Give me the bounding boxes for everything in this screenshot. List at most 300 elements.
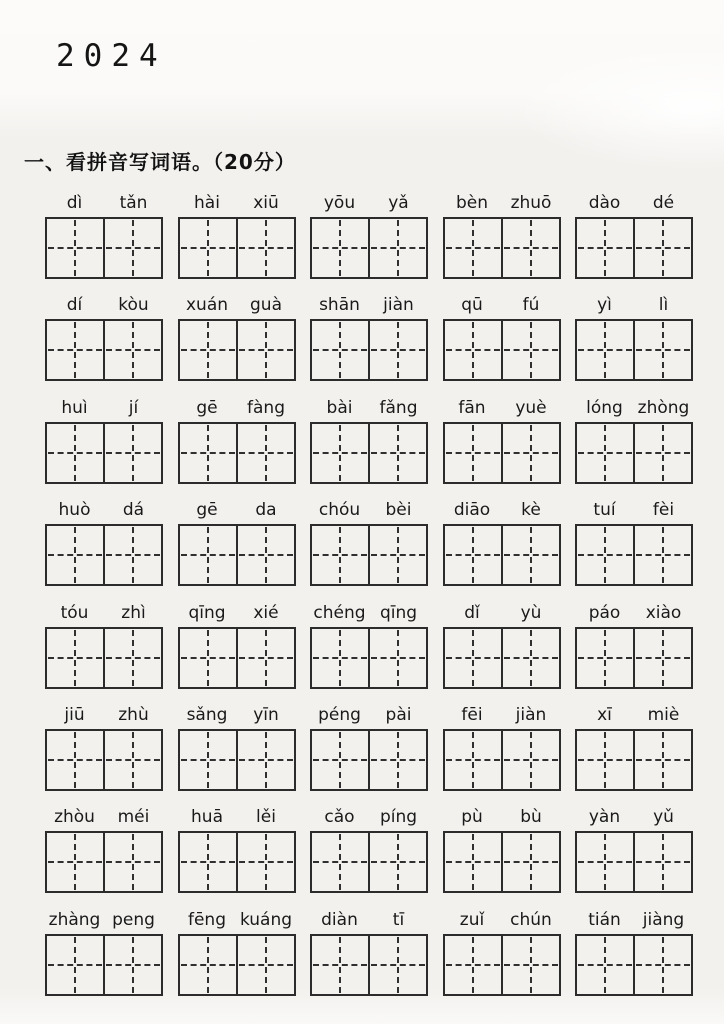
cell-center-horizontal-guide [446, 964, 500, 966]
writing-grid [575, 934, 693, 996]
cell-center-horizontal-guide [181, 554, 235, 556]
pinyin-syllable: zhì [121, 603, 146, 623]
cell-center-horizontal-guide [578, 349, 632, 351]
pinyin-syllable: xié [253, 603, 279, 623]
cell-center-horizontal-guide [578, 861, 632, 863]
cell-center-horizontal-guide [239, 452, 293, 454]
cell-center-horizontal-guide [181, 861, 235, 863]
writing-cell[interactable] [180, 629, 236, 687]
word-group [178, 602, 296, 689]
pinyin-syllable: fǎng [379, 398, 418, 418]
cell-center-horizontal-guide [636, 861, 690, 863]
cell-center-horizontal-guide [636, 964, 690, 966]
pinyin-syllable: diāo [453, 500, 491, 520]
pinyin-syllable: zhòu [54, 807, 95, 827]
cell-center-horizontal-guide [446, 452, 500, 454]
writing-grid [45, 524, 163, 586]
writing-grid [575, 422, 693, 484]
cell-center-horizontal-guide [181, 452, 235, 454]
cell-center-horizontal-guide [371, 861, 425, 863]
writing-cell[interactable] [180, 936, 236, 994]
writing-grid [443, 627, 561, 689]
writing-cell[interactable] [103, 526, 161, 584]
word-group [45, 704, 163, 791]
writing-cell[interactable] [236, 321, 294, 379]
pinyin-syllable: diàn [321, 910, 358, 930]
writing-cell[interactable] [103, 321, 161, 379]
cell-center-horizontal-guide [48, 861, 102, 863]
word-group [310, 499, 428, 586]
writing-grid [310, 934, 428, 996]
writing-cell[interactable] [312, 321, 368, 379]
writing-cell[interactable] [445, 321, 501, 379]
writing-cell[interactable] [577, 629, 633, 687]
pinyin-pair [178, 806, 296, 828]
cell-center-horizontal-guide [446, 861, 500, 863]
pinyin-syllable: gē [196, 500, 218, 520]
writing-cell[interactable] [633, 424, 691, 482]
pinyin-syllable: cǎo [324, 807, 355, 827]
word-group [443, 909, 561, 996]
pinyin-syllable: peng [112, 910, 155, 930]
pinyin-pair [575, 602, 693, 624]
word-group [178, 806, 296, 893]
pinyin-syllable: píng [379, 807, 418, 827]
writing-cell[interactable] [501, 526, 559, 584]
pinyin-pair [310, 602, 428, 624]
pinyin-syllable: qīng [379, 603, 418, 623]
word-group [575, 602, 693, 689]
cell-center-horizontal-guide [48, 247, 102, 249]
pinyin-syllable: fēi [461, 705, 483, 725]
cell-center-horizontal-guide [371, 554, 425, 556]
writing-grid [443, 729, 561, 791]
cell-center-horizontal-guide [239, 349, 293, 351]
worksheet-row [45, 397, 693, 484]
writing-cell[interactable] [368, 424, 426, 482]
cell-center-horizontal-guide [106, 657, 160, 659]
pinyin-pair [178, 602, 296, 624]
writing-cell[interactable] [445, 936, 501, 994]
pinyin-pair [45, 397, 163, 419]
writing-grid [45, 934, 163, 996]
writing-cell[interactable] [312, 833, 368, 891]
writing-cell[interactable] [236, 526, 294, 584]
writing-cell[interactable] [103, 629, 161, 687]
writing-cell[interactable] [633, 526, 691, 584]
writing-cell[interactable] [501, 219, 559, 277]
word-group [575, 704, 693, 791]
pinyin-syllable: guà [250, 295, 282, 315]
writing-cell[interactable] [633, 629, 691, 687]
writing-cell[interactable] [368, 936, 426, 994]
writing-cell[interactable] [501, 936, 559, 994]
pinyin-syllable: bèn [455, 193, 489, 213]
pinyin-syllable: fān [458, 398, 486, 418]
word-group [310, 909, 428, 996]
writing-grid [45, 729, 163, 791]
pinyin-syllable: yì [597, 295, 612, 315]
writing-cell[interactable] [236, 219, 294, 277]
word-group [575, 806, 693, 893]
writing-cell[interactable] [368, 629, 426, 687]
word-group [443, 397, 561, 484]
pinyin-pair [178, 909, 296, 931]
pinyin-syllable: dí [66, 295, 83, 315]
writing-cell[interactable] [47, 526, 103, 584]
pinyin-syllable: xiū [253, 193, 279, 213]
writing-grid [575, 524, 693, 586]
pinyin-syllable: tián [588, 910, 621, 930]
writing-cell[interactable] [368, 833, 426, 891]
word-group [178, 397, 296, 484]
pinyin-syllable: sǎng [186, 705, 228, 725]
writing-cell[interactable] [180, 731, 236, 789]
writing-cell[interactable] [180, 526, 236, 584]
pinyin-syllable: pù [461, 807, 483, 827]
cell-center-horizontal-guide [313, 452, 367, 454]
writing-cell[interactable] [633, 321, 691, 379]
cell-center-horizontal-guide [446, 554, 500, 556]
pinyin-syllable: méi [117, 807, 150, 827]
writing-cell[interactable] [312, 219, 368, 277]
cell-center-horizontal-guide [181, 247, 235, 249]
pinyin-pair [310, 704, 428, 726]
writing-grid [178, 934, 296, 996]
cell-center-horizontal-guide [578, 964, 632, 966]
pinyin-syllable: dǐ [464, 603, 480, 623]
pinyin-pair [310, 397, 428, 419]
writing-cell[interactable] [577, 526, 633, 584]
writing-grid [178, 217, 296, 279]
writing-grid [45, 627, 163, 689]
cell-center-horizontal-guide [48, 349, 102, 351]
pinyin-pair [443, 806, 561, 828]
cell-center-horizontal-guide [106, 247, 160, 249]
pinyin-syllable: chóu [318, 500, 361, 520]
word-group [45, 294, 163, 381]
worksheet-row [45, 909, 693, 996]
cell-center-horizontal-guide [313, 349, 367, 351]
cell-center-horizontal-guide [181, 349, 235, 351]
pinyin-pair [310, 294, 428, 316]
cell-center-horizontal-guide [313, 759, 367, 761]
writing-cell[interactable] [445, 629, 501, 687]
writing-cell[interactable] [236, 731, 294, 789]
word-group [178, 192, 296, 279]
pinyin-pair [575, 704, 693, 726]
word-group [45, 499, 163, 586]
writing-grid [575, 319, 693, 381]
cell-center-horizontal-guide [446, 247, 500, 249]
pinyin-pair [575, 909, 693, 931]
writing-cell[interactable] [368, 219, 426, 277]
pinyin-syllable: jiàn [383, 295, 414, 315]
pinyin-pair [310, 499, 428, 521]
writing-cell[interactable] [47, 629, 103, 687]
writing-cell[interactable] [501, 731, 559, 789]
cell-center-horizontal-guide [239, 861, 293, 863]
word-group [443, 192, 561, 279]
pinyin-syllable: dá [122, 500, 145, 520]
pinyin-syllable: qīng [188, 603, 226, 623]
cell-center-horizontal-guide [578, 657, 632, 659]
writing-cell[interactable] [577, 731, 633, 789]
writing-cell[interactable] [368, 526, 426, 584]
pinyin-syllable: lěi [256, 807, 276, 827]
worksheet-row [45, 192, 693, 279]
writing-grid [178, 319, 296, 381]
writing-cell[interactable] [47, 321, 103, 379]
pinyin-syllable: yǎ [388, 193, 409, 213]
worksheet-row [45, 602, 693, 689]
pinyin-syllable: yīn [253, 705, 279, 725]
writing-cell[interactable] [577, 424, 633, 482]
cell-center-horizontal-guide [504, 349, 558, 351]
pinyin-syllable: zhòng [637, 398, 690, 418]
pinyin-syllable: fàng [247, 398, 285, 418]
cell-center-horizontal-guide [504, 554, 558, 556]
pinyin-syllable: kuáng [239, 910, 293, 930]
pinyin-syllable: yàn [588, 807, 621, 827]
worksheet-row [45, 704, 693, 791]
word-group [575, 397, 693, 484]
cell-center-horizontal-guide [446, 657, 500, 659]
pinyin-syllable: páo [588, 603, 621, 623]
writing-cell[interactable] [312, 526, 368, 584]
pinyin-syllable: dì [66, 193, 83, 213]
writing-cell[interactable] [445, 526, 501, 584]
word-group [310, 602, 428, 689]
word-group [443, 499, 561, 586]
writing-cell[interactable] [368, 321, 426, 379]
writing-grid [443, 934, 561, 996]
writing-cell[interactable] [501, 629, 559, 687]
writing-cell[interactable] [577, 833, 633, 891]
cell-center-horizontal-guide [106, 759, 160, 761]
cell-center-horizontal-guide [371, 247, 425, 249]
pinyin-pair [443, 294, 561, 316]
pinyin-pair [45, 192, 163, 214]
cell-center-horizontal-guide [313, 554, 367, 556]
word-group [443, 294, 561, 381]
pinyin-syllable: jiàng [642, 910, 685, 930]
worksheet-row [45, 294, 693, 381]
pinyin-pair [45, 499, 163, 521]
writing-grid [178, 422, 296, 484]
pinyin-pair [178, 499, 296, 521]
pinyin-pair [310, 192, 428, 214]
cell-center-horizontal-guide [106, 452, 160, 454]
pinyin-syllable: huò [58, 500, 91, 520]
word-group [178, 909, 296, 996]
pinyin-syllable: miè [647, 705, 680, 725]
writing-grid [443, 524, 561, 586]
cell-center-horizontal-guide [371, 759, 425, 761]
writing-cell[interactable] [445, 731, 501, 789]
pinyin-syllable: da [255, 500, 277, 520]
pinyin-syllable: xiào [645, 603, 682, 623]
cell-center-horizontal-guide [48, 964, 102, 966]
writing-grid [310, 524, 428, 586]
cell-center-horizontal-guide [106, 964, 160, 966]
writing-cell[interactable] [236, 936, 294, 994]
pinyin-syllable: jí [128, 398, 139, 418]
cell-center-horizontal-guide [48, 452, 102, 454]
writing-cell[interactable] [103, 833, 161, 891]
cell-center-horizontal-guide [446, 759, 500, 761]
writing-cell[interactable] [180, 219, 236, 277]
writing-cell[interactable] [633, 936, 691, 994]
cell-center-horizontal-guide [371, 452, 425, 454]
writing-cell[interactable] [312, 731, 368, 789]
writing-grid [45, 422, 163, 484]
pinyin-pair [443, 499, 561, 521]
cell-center-horizontal-guide [313, 247, 367, 249]
cell-center-horizontal-guide [181, 657, 235, 659]
writing-cell[interactable] [47, 833, 103, 891]
writing-grid [443, 831, 561, 893]
pinyin-pair [575, 294, 693, 316]
pinyin-pair [178, 704, 296, 726]
writing-cell[interactable] [368, 731, 426, 789]
pinyin-syllable: tǎn [119, 193, 148, 213]
pinyin-syllable: zhù [118, 705, 149, 725]
pinyin-syllable: qū [461, 295, 483, 315]
writing-grid [310, 831, 428, 893]
word-group [443, 704, 561, 791]
cell-center-horizontal-guide [636, 452, 690, 454]
cell-center-horizontal-guide [578, 554, 632, 556]
pinyin-syllable: fèi [652, 500, 675, 520]
writing-cell[interactable] [47, 731, 103, 789]
writing-cell[interactable] [501, 321, 559, 379]
writing-cell[interactable] [445, 424, 501, 482]
cell-center-horizontal-guide [106, 349, 160, 351]
cell-center-horizontal-guide [106, 554, 160, 556]
cell-center-horizontal-guide [371, 964, 425, 966]
cell-center-horizontal-guide [578, 247, 632, 249]
word-group [443, 806, 561, 893]
pinyin-syllable: péng [318, 705, 361, 725]
writing-cell[interactable] [180, 321, 236, 379]
pinyin-syllable: tī [392, 910, 405, 930]
pinyin-syllable: xuán [185, 295, 229, 315]
writing-cell[interactable] [501, 833, 559, 891]
cell-center-horizontal-guide [239, 657, 293, 659]
writing-cell[interactable] [180, 833, 236, 891]
pinyin-syllable: yǔ [653, 807, 674, 827]
writing-cell[interactable] [47, 936, 103, 994]
cell-center-horizontal-guide [636, 759, 690, 761]
writing-cell[interactable] [312, 936, 368, 994]
pinyin-pair [310, 909, 428, 931]
cell-center-horizontal-guide [106, 861, 160, 863]
pinyin-syllable: xī [597, 705, 612, 725]
pinyin-syllable: lóng [586, 398, 623, 418]
writing-cell[interactable] [633, 731, 691, 789]
pinyin-syllable: fēng [187, 910, 226, 930]
writing-cell[interactable] [577, 936, 633, 994]
year-title: 2024 [56, 38, 167, 74]
word-group [310, 806, 428, 893]
writing-cell[interactable] [103, 936, 161, 994]
pinyin-pair [575, 397, 693, 419]
writing-cell[interactable] [103, 424, 161, 482]
pinyin-syllable: chéng [313, 603, 366, 623]
writing-cell[interactable] [577, 219, 633, 277]
pinyin-pair [575, 499, 693, 521]
cell-center-horizontal-guide [48, 554, 102, 556]
writing-cell[interactable] [445, 833, 501, 891]
writing-cell[interactable] [103, 731, 161, 789]
writing-cell[interactable] [445, 219, 501, 277]
cell-center-horizontal-guide [504, 861, 558, 863]
pinyin-syllable: yù [520, 603, 542, 623]
writing-cell[interactable] [103, 219, 161, 277]
writing-cell[interactable] [312, 424, 368, 482]
writing-cell[interactable] [501, 424, 559, 482]
pinyin-pair [443, 397, 561, 419]
writing-cell[interactable] [47, 424, 103, 482]
writing-grid [575, 729, 693, 791]
word-group [178, 704, 296, 791]
cell-center-horizontal-guide [371, 657, 425, 659]
word-group [575, 192, 693, 279]
writing-cell[interactable] [633, 833, 691, 891]
pinyin-syllable: huì [61, 398, 88, 418]
writing-grid [178, 831, 296, 893]
writing-cell[interactable] [236, 629, 294, 687]
word-group [178, 499, 296, 586]
writing-grid [310, 422, 428, 484]
pinyin-syllable: shān [319, 295, 360, 315]
pinyin-syllable: jiàn [515, 705, 547, 725]
writing-cell[interactable] [236, 833, 294, 891]
pinyin-syllable: zuǐ [459, 910, 485, 930]
writing-grid [310, 729, 428, 791]
cell-center-horizontal-guide [181, 759, 235, 761]
cell-center-horizontal-guide [636, 247, 690, 249]
pinyin-syllable: yōu [323, 193, 356, 213]
writing-cell[interactable] [633, 219, 691, 277]
pinyin-pair [178, 397, 296, 419]
worksheet-row [45, 806, 693, 893]
worksheet-row [45, 499, 693, 586]
writing-grid [443, 217, 561, 279]
pinyin-syllable: bù [520, 807, 542, 827]
word-group [45, 909, 163, 996]
word-group [575, 294, 693, 381]
pinyin-pair [178, 294, 296, 316]
writing-cell[interactable] [180, 424, 236, 482]
cell-center-horizontal-guide [239, 964, 293, 966]
pinyin-pair [443, 602, 561, 624]
writing-cell[interactable] [47, 219, 103, 277]
cell-center-horizontal-guide [239, 247, 293, 249]
pinyin-syllable: jiū [64, 705, 85, 725]
word-group [45, 602, 163, 689]
writing-cell[interactable] [236, 424, 294, 482]
writing-grid [178, 524, 296, 586]
pinyin-syllable: dé [652, 193, 675, 213]
pinyin-pair [45, 909, 163, 931]
cell-center-horizontal-guide [48, 759, 102, 761]
writing-cell[interactable] [577, 321, 633, 379]
cell-center-horizontal-guide [504, 964, 558, 966]
writing-cell[interactable] [312, 629, 368, 687]
cell-center-horizontal-guide [636, 657, 690, 659]
